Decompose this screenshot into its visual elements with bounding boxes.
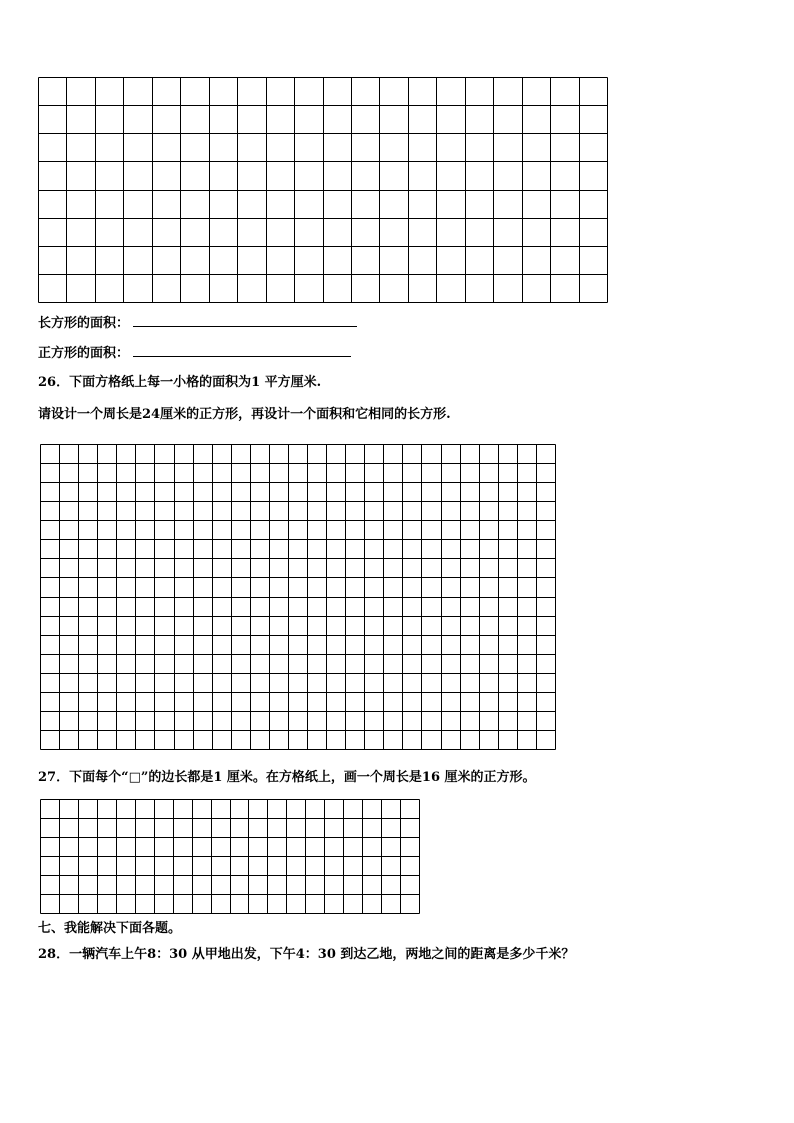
question-28-text: 28．一辆汽车上午8：30 从甲地出发，下午4：30 到达乙地，两地之间的距离是多少千米？	[38, 947, 575, 962]
section-7-heading: 七、我能解决下面各题。	[38, 921, 182, 936]
rect-area-answer-blank[interactable]	[133, 313, 357, 327]
square-area-label: 正方形的面积：	[38, 346, 130, 361]
question-27-text: 27．下面每个“□”的边长都是1 厘米。在方格纸上，画一个周长是16 厘米的正方形。	[38, 770, 536, 785]
grid-paper-q26	[40, 444, 556, 750]
question-26-text: 26．下面方格纸上每一小格的面积为1 平方厘米.	[38, 375, 322, 390]
question-26-instruction: 请设计一个周长是24厘米的正方形，再设计一个面积和它相同的长方形.	[38, 407, 451, 422]
square-area-answer-blank[interactable]	[133, 343, 351, 357]
grid-paper-q27	[40, 799, 420, 914]
square-area-row	[38, 343, 351, 362]
grid-paper-q25	[38, 77, 608, 303]
rect-area-label: 长方形的面积：	[38, 316, 130, 331]
rect-area-row	[38, 313, 357, 332]
